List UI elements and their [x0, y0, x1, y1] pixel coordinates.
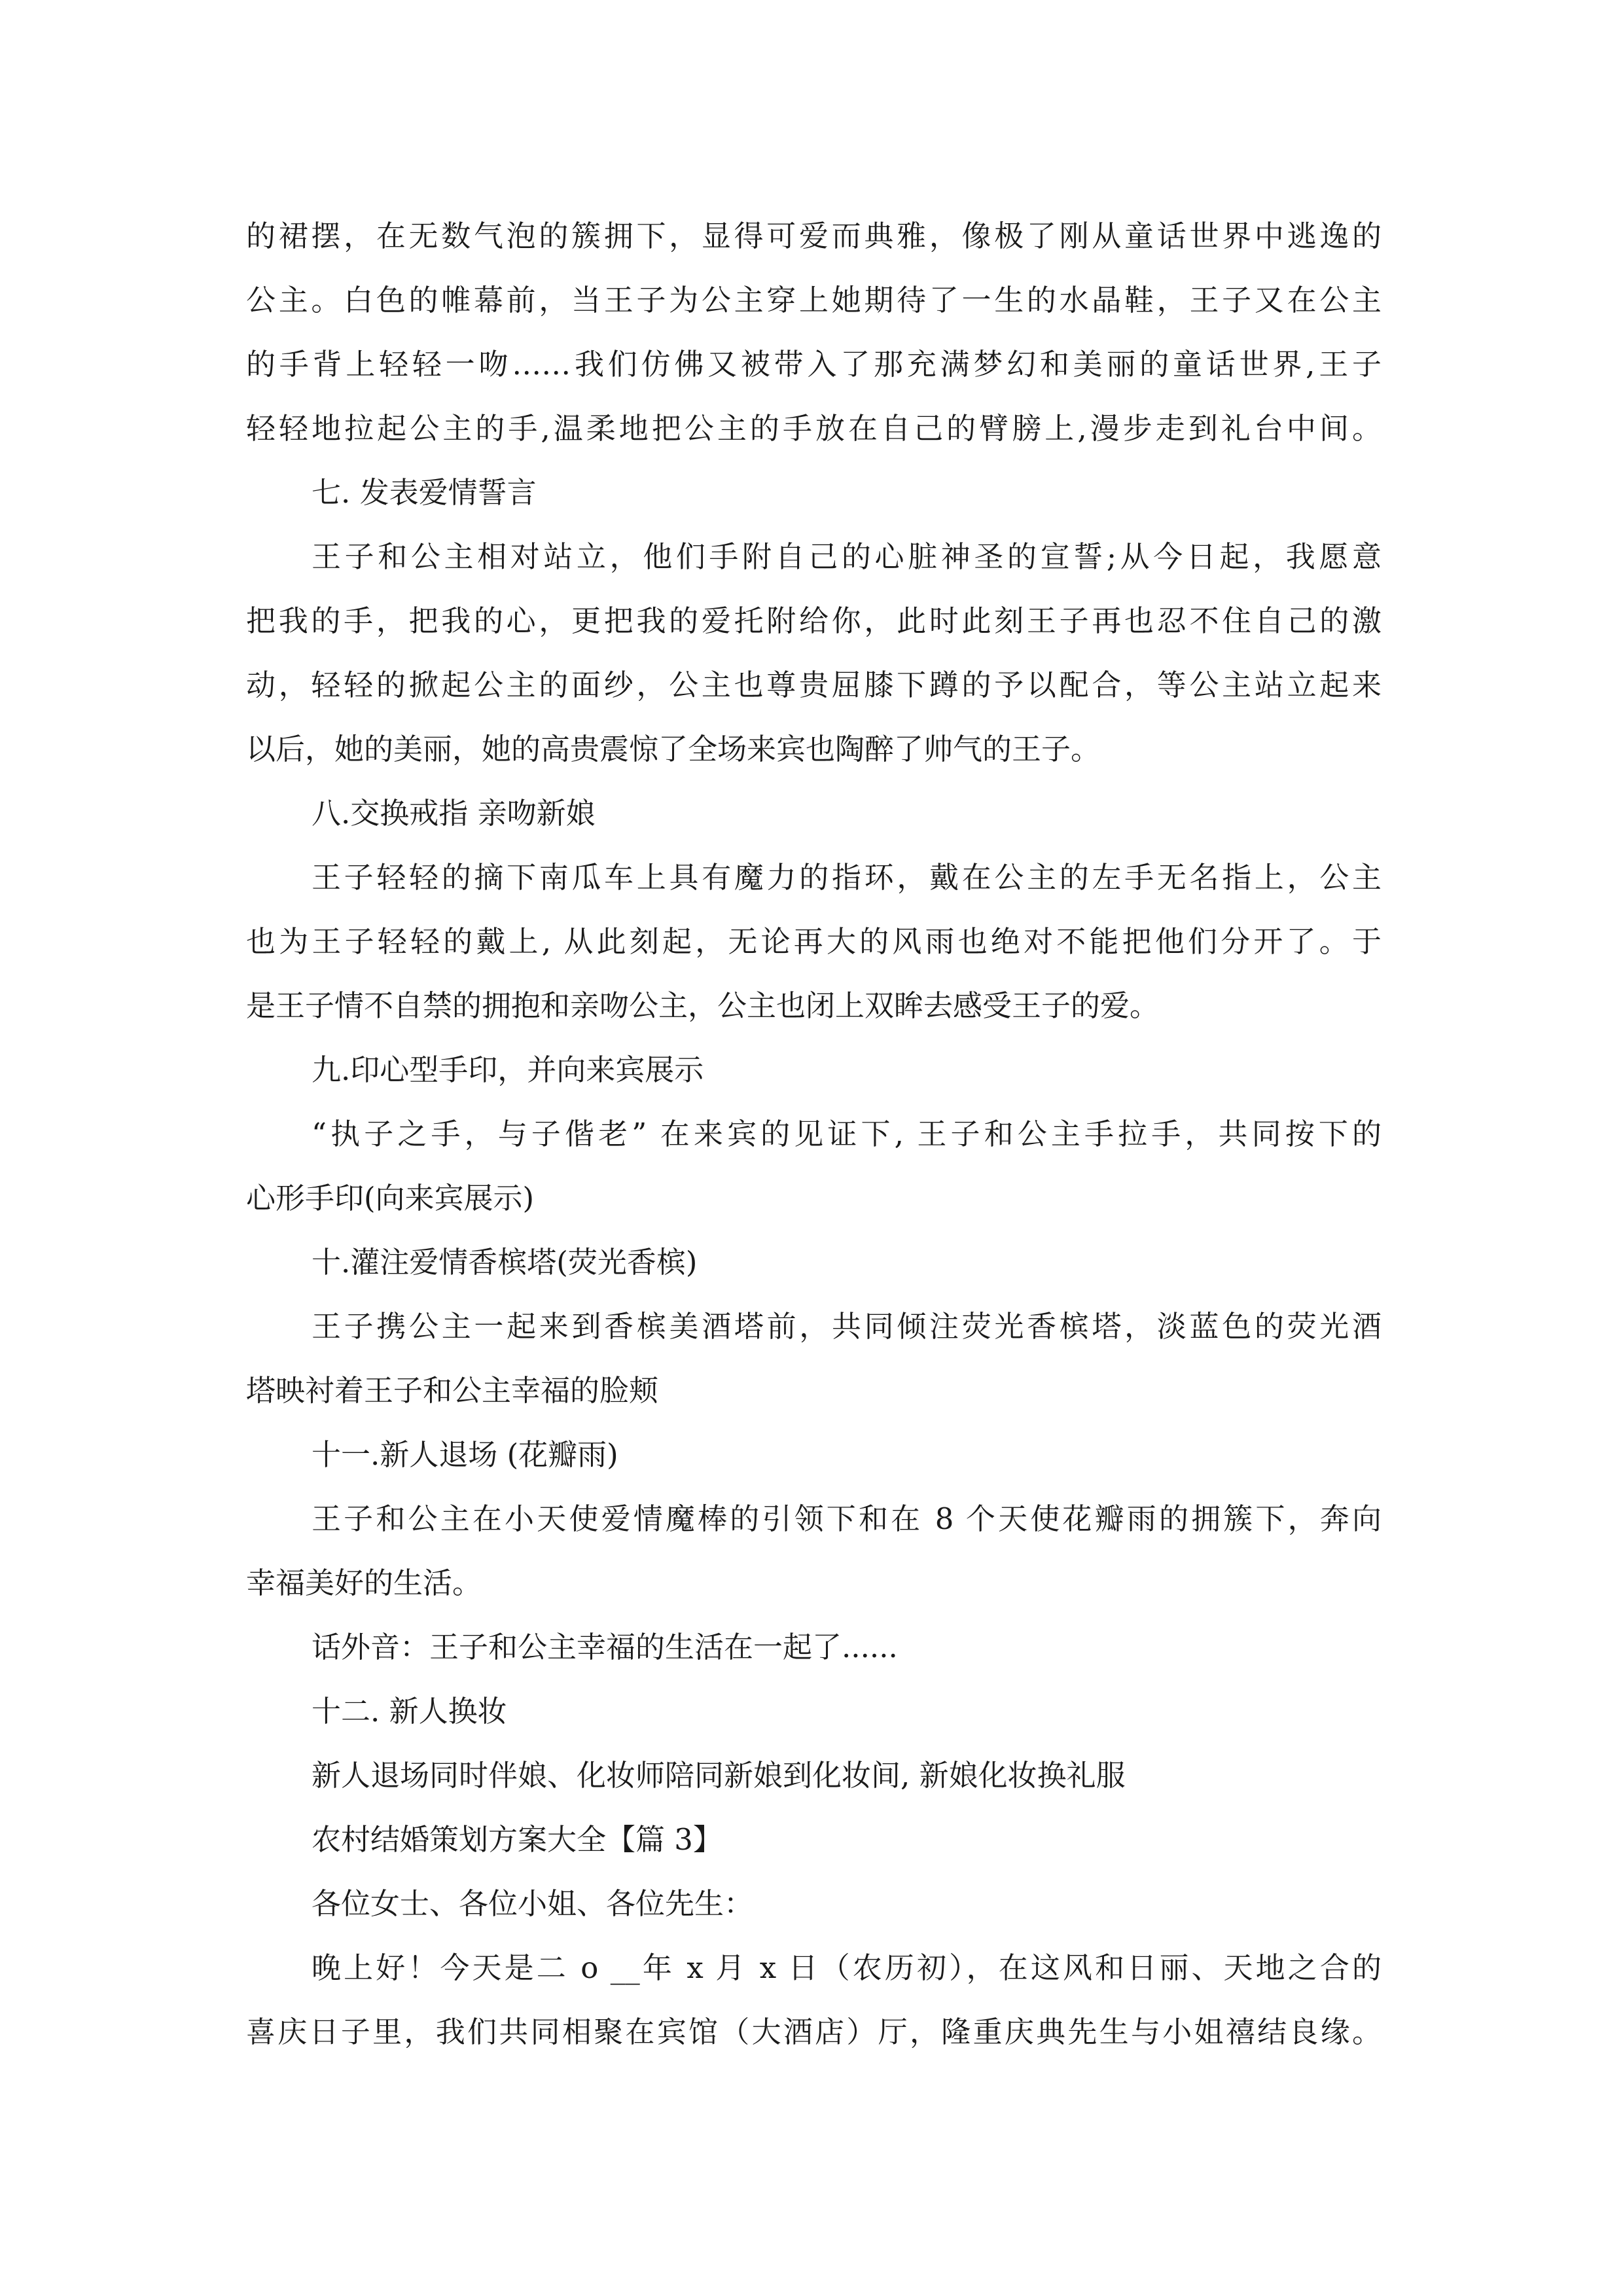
- text-line: 幸福美好的生活。: [246, 1566, 482, 1600]
- text-line: 也为王子轻轻的戴上, 从此刻起，无论再大的风雨也绝对不能把他们分开了。于: [246, 924, 1382, 959]
- text-line: 塔映衬着王子和公主幸福的脸颊: [246, 1373, 659, 1408]
- text-line: 王子和公主相对站立，他们手附自己的心脏神圣的宣誓;从今日起，我愿意: [312, 539, 1382, 574]
- text-line: 把我的手，把我的心，更把我的爱托附给你，此时此刻王子再也忍不住自己的激: [246, 603, 1382, 638]
- text-line: 新人退场同时伴娘、化妆师陪同新娘到化妆间, 新娘化妆换礼服: [312, 1758, 1126, 1793]
- text-line: 喜庆日子里，我们共同相聚在宾馆（大酒店）厅，隆重庆典先生与小姐禧结良缘。: [246, 2015, 1382, 2049]
- text-line: 七. 发表爱情誓言: [312, 475, 537, 510]
- text-line: 心形手印(向来宾展示): [246, 1181, 535, 1215]
- text-line: 十二. 新人换妆: [312, 1694, 507, 1729]
- document-body: [246, 204, 1382, 2064]
- text-line: 轻轻地拉起公主的手,温柔地把公主的手放在自己的臂膀上,漫步走到礼台中间。: [246, 411, 1382, 446]
- text-line: 十.灌注爱情香槟塔(荧光香槟): [312, 1245, 698, 1280]
- text-line: 九.印心型手印，并向来宾展示: [312, 1052, 704, 1087]
- text-line: 王子和公主在小天使爱情魔棒的引领下和在 8 个天使花瓣雨的拥簇下，奔向: [312, 1501, 1382, 1536]
- text-line: 晚上好！今天是二 o __年 x 月 x 日（农历初），在这风和日丽、天地之合的: [312, 1950, 1382, 1985]
- text-line: 王子轻轻的摘下南瓜车上具有魔力的指环，戴在公主的左手无名指上，公主: [312, 860, 1382, 895]
- text-line: 各位女士、各位小姐、各位先生：: [312, 1886, 754, 1921]
- text-line: 农村结婚策划方案大全【篇 3】: [312, 1822, 722, 1857]
- text-line: 的手背上轻轻一吻……我们仿佛又被带入了那充满梦幻和美丽的童话世界,王子: [246, 347, 1382, 382]
- text-line: 话外音：王子和公主幸福的生活在一起了......: [312, 1630, 898, 1664]
- text-line: 公主。白色的帷幕前，当王子为公主穿上她期待了一生的水晶鞋，王子又在公主: [246, 283, 1382, 317]
- text-line: “执子之手，与子偕老” 在来宾的见证下, 王子和公主手拉手，共同按下的: [312, 1117, 1382, 1151]
- text-line: 十一.新人退场 (花瓣雨): [312, 1437, 618, 1472]
- text-line: 是王子情不自禁的拥抱和亲吻公主，公主也闭上双眸去感受王子的爱。: [246, 988, 1160, 1023]
- text-line: 的裙摆，在无数气泡的簇拥下，显得可爱而典雅，像极了刚从童话世界中逃逸的: [246, 219, 1382, 253]
- text-line: 以后，她的美丽，她的高贵震惊了全场来宾也陶醉了帅气的王子。: [246, 732, 1101, 766]
- text-line: 王子携公主一起来到香槟美酒塔前，共同倾注荧光香槟塔，淡蓝色的荧光酒: [312, 1309, 1382, 1344]
- text-line: 八.交换戒指 亲吻新娘: [312, 796, 596, 831]
- text-line: 动，轻轻的掀起公主的面纱，公主也尊贵屈膝下蹲的予以配合，等公主站立起来: [246, 668, 1382, 702]
